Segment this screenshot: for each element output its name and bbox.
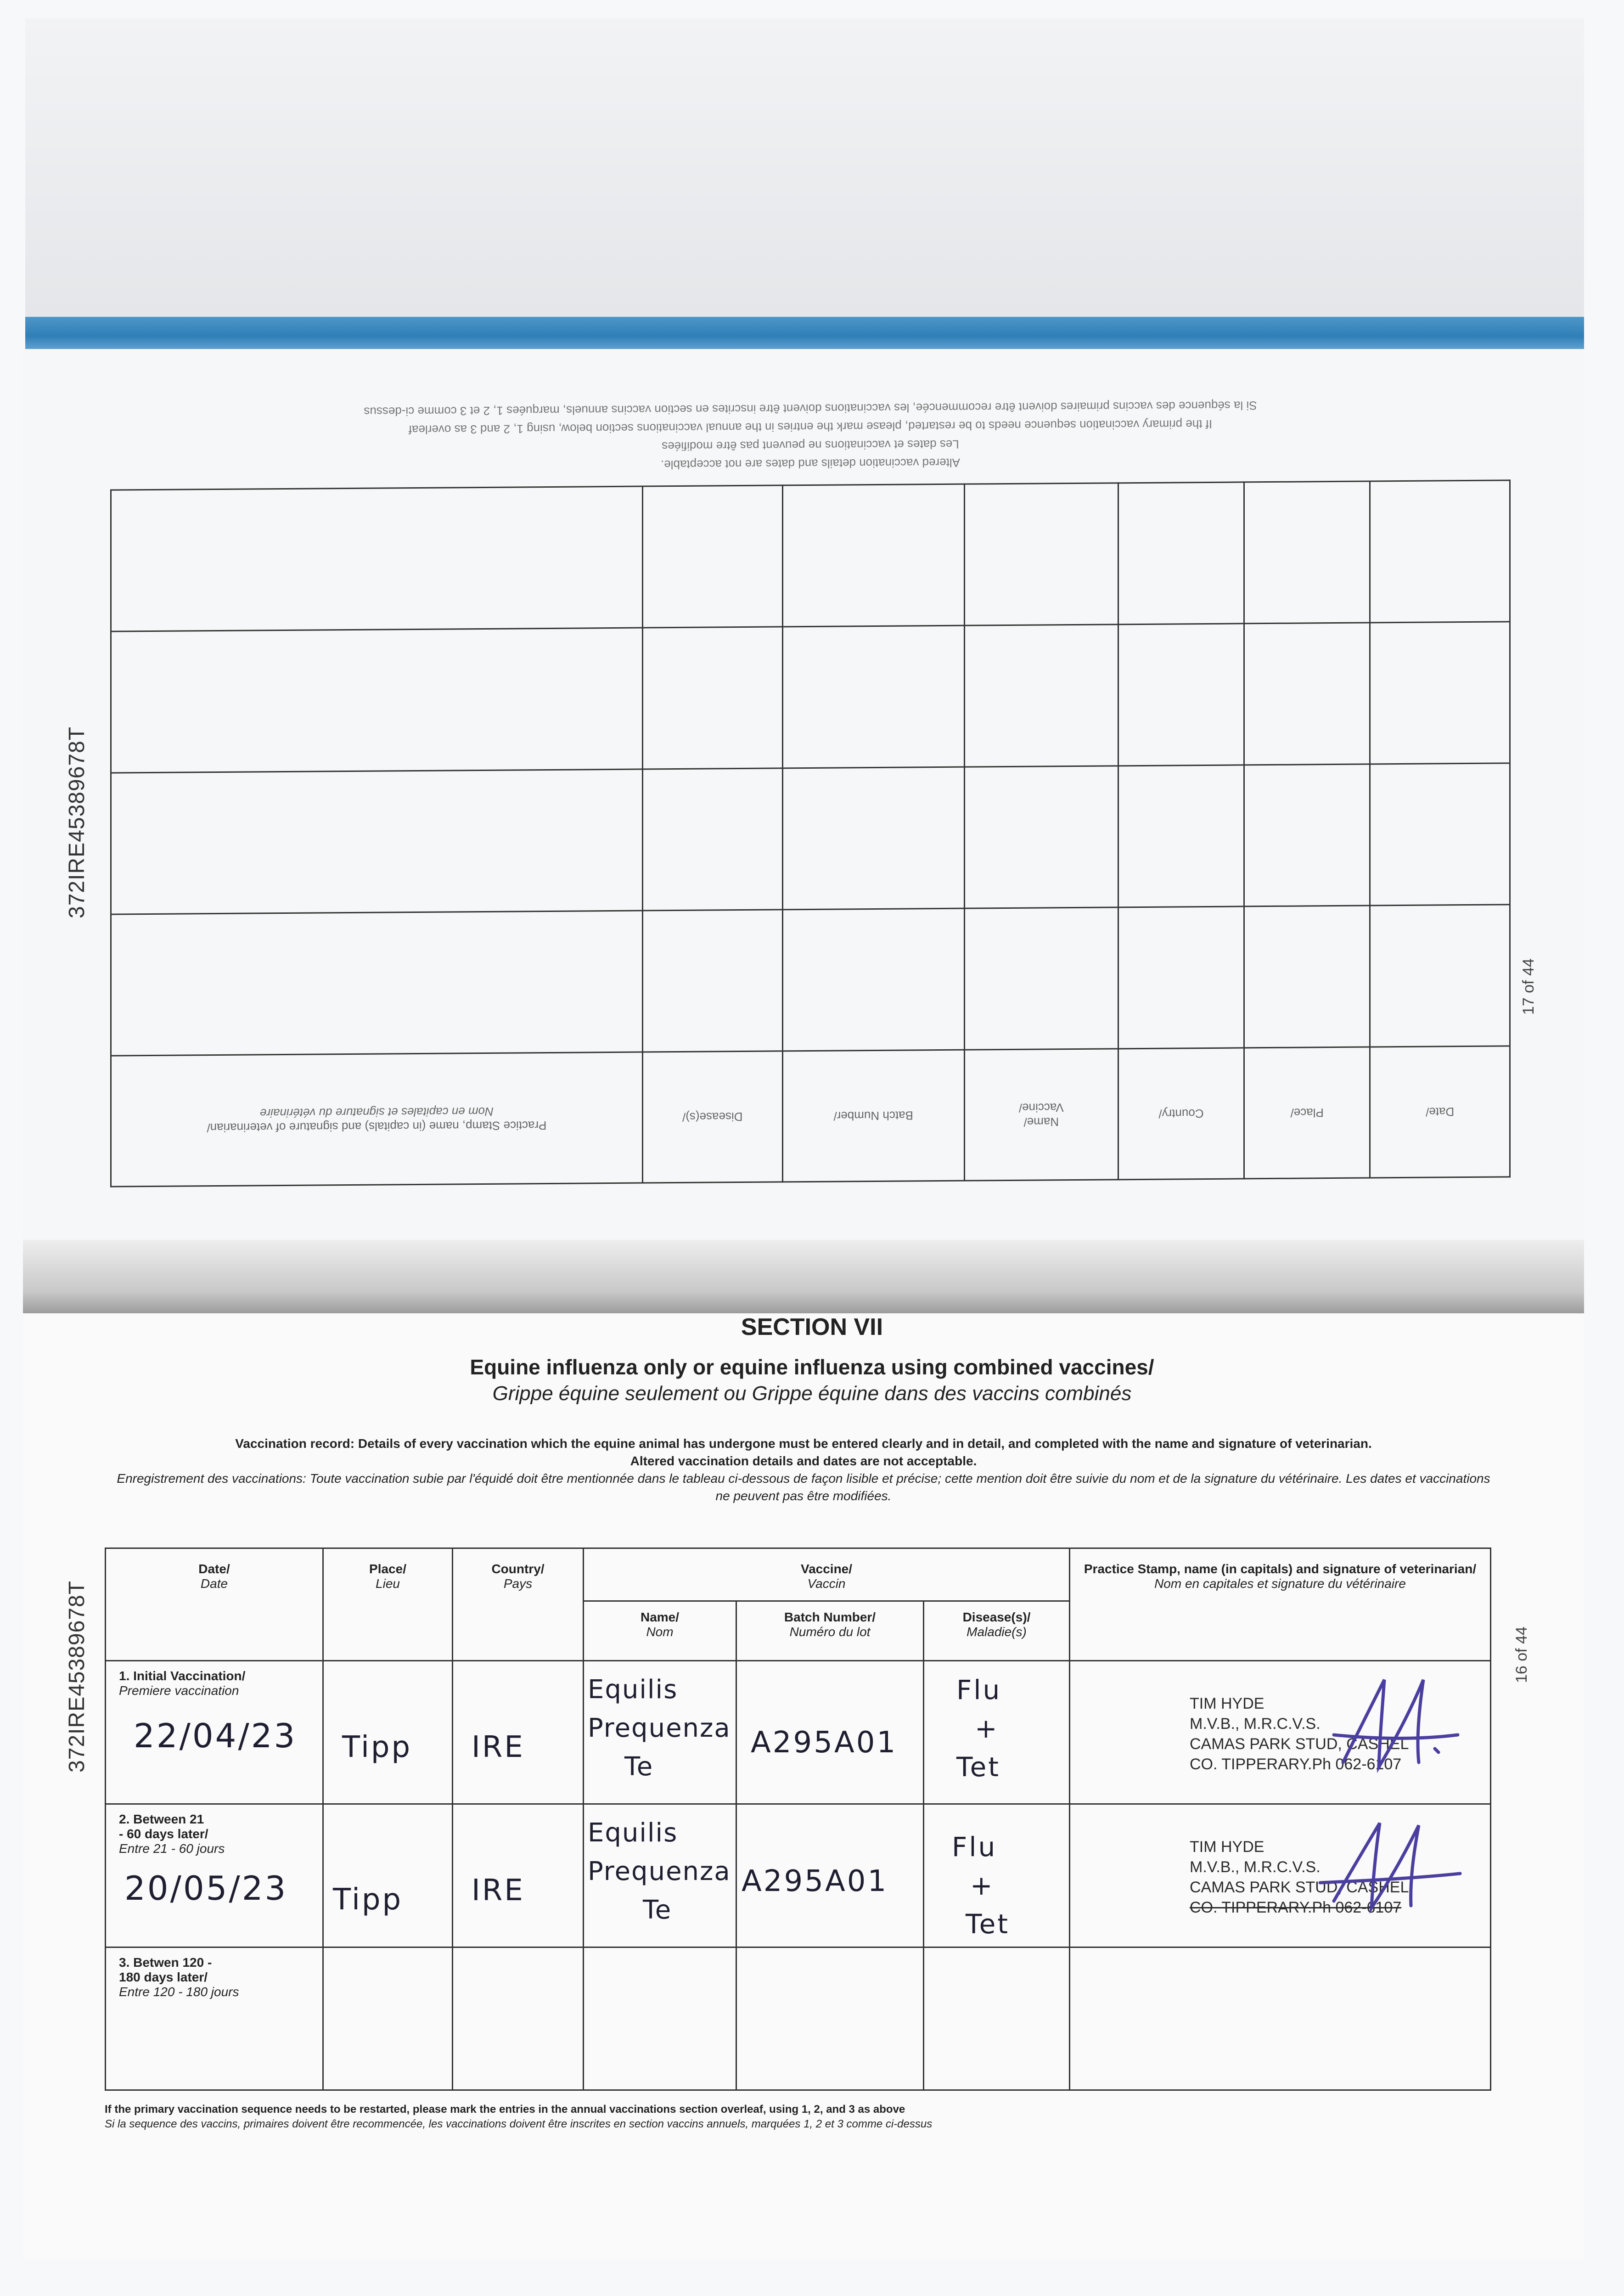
upper-place-header: Place/ bbox=[1290, 1106, 1324, 1120]
upper-page-number: 17 of 44 bbox=[1520, 958, 1537, 1015]
blue-cover-band bbox=[25, 317, 1584, 349]
row-label bbox=[106, 1661, 322, 1698]
vaccine-header-fr: Vaccin bbox=[807, 1576, 846, 1591]
batch-value: A295A01 bbox=[742, 1864, 888, 1898]
stamp-line: CO. TIPPERARY.Ph 062-6107 bbox=[1190, 1756, 1402, 1773]
footnote bbox=[105, 2102, 1528, 2132]
footnote-english: If the primary vaccination sequence needs to be restarted, please mark the entries in the annual vaccinations section overleaf, using 1, 2, and 3 as above bbox=[105, 2103, 905, 2116]
disease-header bbox=[924, 1601, 1070, 1661]
upper-country-header: Country/ bbox=[1158, 1107, 1204, 1121]
disease-line: Flu bbox=[952, 1831, 997, 1863]
vaccination-table bbox=[105, 1548, 1491, 2091]
place-header bbox=[323, 1548, 453, 1661]
country-header bbox=[453, 1548, 584, 1661]
name-header bbox=[584, 1601, 736, 1661]
upper-document-id: 372IRE45389678T bbox=[65, 726, 89, 918]
upper-batch-header: Batch Number/ bbox=[833, 1109, 913, 1124]
row-label bbox=[106, 1948, 322, 1999]
batch-value: A295A01 bbox=[751, 1726, 898, 1760]
country-header-en: Country/ bbox=[491, 1562, 545, 1576]
stamp-line: TIM HYDE bbox=[1190, 1838, 1264, 1856]
disease-values bbox=[924, 1805, 1069, 1943]
stamp-line: CAMAS PARK STUD, CASHEL bbox=[1190, 1879, 1409, 1896]
row-label-fr: Entre 21 - 60 jours bbox=[119, 1841, 225, 1856]
batch-cell bbox=[736, 1947, 924, 2090]
batch-header-en: Batch Number/ bbox=[784, 1610, 876, 1624]
vaccine-name-line: Equilis bbox=[588, 1818, 678, 1848]
upper-diseases-header: Disease(s)/ bbox=[682, 1110, 743, 1125]
intro-french: Enregistrement des vaccinations: Toute vaccination subie par l'équidé doit être mentionnée dans le tableau ci-dessous de façon lisible et précise; cette mention doit être suivie du nom et de la signature du vétérinaire. Les dates et vaccinations ne peuvent pas être modifiées. bbox=[117, 1471, 1490, 1503]
vaccine-name-line: Te bbox=[643, 1895, 672, 1925]
name-header-fr: Nom bbox=[646, 1625, 674, 1639]
stamp-line: M.V.B., M.R.C.V.S. bbox=[1190, 1715, 1321, 1733]
country-cell bbox=[453, 1661, 584, 1804]
upside-down-page bbox=[110, 399, 1511, 1187]
intro-english-2: Altered vaccination details and dates are not acceptable. bbox=[630, 1454, 977, 1468]
practice-stamp bbox=[1070, 1661, 1490, 1774]
vaccine-name bbox=[584, 1805, 736, 1930]
upper-note: Altered vaccination details and dates are not acceptable. bbox=[661, 456, 960, 472]
vaccine-header-en: Vaccine/ bbox=[800, 1562, 853, 1576]
vaccine-name bbox=[584, 1661, 736, 1786]
row-label-fr: Entre 120 - 180 jours bbox=[119, 1985, 239, 1999]
upper-date-header: Date/ bbox=[1426, 1105, 1455, 1120]
date-header bbox=[106, 1548, 323, 1661]
vaccine-header bbox=[584, 1548, 1070, 1601]
page-fold-shadow bbox=[23, 1240, 1584, 1313]
upper-header-row bbox=[111, 1046, 1510, 1187]
stamp-line: CO. TIPPERARY.Ph 062-6107 bbox=[1190, 1899, 1402, 1916]
batch-header-fr: Numéro du lot bbox=[789, 1625, 871, 1639]
row-label-en: 2. Between 21 - 60 days later/ bbox=[119, 1812, 208, 1841]
date-header-fr: Date bbox=[200, 1576, 228, 1591]
upper-note: Les dates et vaccinations ne peuvent pas être modifiées bbox=[662, 437, 959, 454]
disease-values bbox=[924, 1661, 1069, 1786]
country-value: IRE bbox=[472, 1730, 525, 1764]
row-label-fr: Premiere vaccination bbox=[119, 1683, 239, 1698]
vaccine-name-cell bbox=[584, 1804, 736, 1947]
stamp-cell bbox=[1070, 1804, 1491, 1947]
practice-stamp bbox=[1070, 1805, 1490, 1918]
vaccine-name-line: Prequenza bbox=[588, 1857, 731, 1886]
header-row bbox=[106, 1548, 1491, 1601]
heading-french: Grippe équine seulement ou Grippe équine dans des vaccins combinés bbox=[492, 1382, 1132, 1405]
disease-line: + bbox=[970, 1870, 995, 1901]
practice-header-fr: Nom en capitales et signature du vétérinaire bbox=[1154, 1576, 1406, 1591]
upper-empty-row bbox=[111, 622, 1510, 773]
upper-vaccination-table bbox=[110, 479, 1511, 1187]
disease-line: + bbox=[975, 1713, 999, 1744]
blank-scan-area bbox=[25, 18, 1584, 317]
disease-line: Flu bbox=[956, 1674, 1002, 1705]
intro-english-1: Vaccination record: Details of every vaccination which the equine animal has undergone must be entered clearly and in detail, and completed with the name and signature of veterinarian. bbox=[235, 1436, 1372, 1451]
upper-name-header: Name/ bbox=[1023, 1115, 1059, 1129]
place-value: Tipp bbox=[342, 1730, 412, 1764]
disease-header-fr: Maladie(s) bbox=[967, 1625, 1027, 1639]
upper-empty-row bbox=[111, 763, 1510, 914]
stamp-line: M.V.B., M.R.C.V.S. bbox=[1190, 1858, 1321, 1876]
row-label-en: 3. Betwen 120 - 180 days later/ bbox=[119, 1955, 212, 1984]
upper-practice-header: Practice Stamp, name (in capitals) and signature of veterinarian/ bbox=[207, 1119, 547, 1135]
country-cell bbox=[453, 1947, 584, 2090]
table-row bbox=[106, 1804, 1491, 1947]
vaccination-date: 22/04/23 bbox=[134, 1716, 297, 1755]
place-cell bbox=[323, 1804, 453, 1947]
upper-note: Si la séquence des vaccins primaires doivent être recommencée, les vaccinations doivent être inscrites en section vaccins annuels, marquées 1, 2 et 3 comme ci-dessus bbox=[364, 399, 1257, 419]
country-header-fr: Pays bbox=[503, 1576, 533, 1591]
date-header-en: Date/ bbox=[198, 1562, 230, 1576]
date-cell bbox=[106, 1661, 323, 1804]
signature-icon bbox=[1315, 1814, 1462, 1924]
place-header-fr: Lieu bbox=[376, 1576, 400, 1591]
disease-header-en: Disease(s)/ bbox=[962, 1610, 1031, 1624]
disease-cell bbox=[924, 1661, 1070, 1804]
place-header-en: Place/ bbox=[369, 1562, 406, 1576]
row-label bbox=[106, 1805, 322, 1856]
upper-vaccine-header: Vaccine/ bbox=[1018, 1101, 1064, 1115]
disease-line: Tet bbox=[966, 1908, 1010, 1940]
disease-cell bbox=[924, 1804, 1070, 1947]
place-cell bbox=[323, 1947, 453, 2090]
name-header-en: Name/ bbox=[640, 1610, 680, 1624]
date-cell bbox=[106, 1947, 323, 2090]
country-value: IRE bbox=[472, 1874, 525, 1908]
stamp-cell bbox=[1070, 1947, 1491, 2090]
stamp-line: TIM HYDE bbox=[1190, 1695, 1264, 1712]
vaccine-name-line: Prequenza bbox=[588, 1713, 731, 1743]
upper-empty-row bbox=[111, 480, 1510, 631]
table-row bbox=[106, 1947, 1491, 2090]
table-row bbox=[106, 1661, 1491, 1804]
lower-document-id: 372IRE45389678T bbox=[65, 1581, 89, 1773]
upper-notes bbox=[110, 394, 1511, 478]
batch-cell bbox=[736, 1661, 924, 1804]
practice-header bbox=[1070, 1548, 1491, 1661]
heading-english: Equine influenza only or equine influenza using combined vaccines/ bbox=[470, 1355, 1154, 1379]
place-cell bbox=[323, 1661, 453, 1804]
signature-icon bbox=[1325, 1671, 1462, 1781]
place-value: Tipp bbox=[333, 1883, 403, 1917]
vaccine-name-line: Te bbox=[624, 1752, 654, 1782]
vaccination-date: 20/05/23 bbox=[124, 1869, 288, 1908]
vaccine-name-line: Equilis bbox=[588, 1675, 678, 1705]
upper-practice-header-fr: Nom en capitales et signature du vétérinaire bbox=[260, 1104, 494, 1120]
row-label-en: 1. Initial Vaccination/ bbox=[119, 1669, 246, 1683]
batch-header bbox=[736, 1601, 924, 1661]
batch-cell bbox=[736, 1804, 924, 1947]
intro-text bbox=[110, 1435, 1497, 1505]
vaccine-name-cell bbox=[584, 1947, 736, 2090]
country-cell bbox=[453, 1804, 584, 1947]
upper-note: If the primary vaccination sequence needs to be restarted, please mark the entries in the annual vaccinations section below, using 1, 2 and 3 as overleaf bbox=[408, 417, 1213, 437]
stamp-line: CAMAS PARK STUD, CASHEL bbox=[1190, 1735, 1409, 1753]
section-title: SECTION VII bbox=[741, 1314, 883, 1340]
upper-empty-row bbox=[111, 905, 1510, 1056]
footnote-french: Si la sequence des vaccins, primaires doivent être recommencée, les vaccinations doivent être inscrites en section vaccins annuels, marquées 1, 2 et 3 comme ci-dessus bbox=[105, 2118, 933, 2130]
disease-cell bbox=[924, 1947, 1070, 2090]
vaccine-name-cell bbox=[584, 1661, 736, 1804]
lower-page-number: 16 of 44 bbox=[1513, 1626, 1530, 1683]
stamp-cell bbox=[1070, 1661, 1491, 1804]
date-cell bbox=[106, 1804, 323, 1947]
practice-header-en: Practice Stamp, name (in capitals) and signature of veterinarian/ bbox=[1084, 1562, 1477, 1576]
disease-line: Tet bbox=[956, 1751, 1000, 1783]
